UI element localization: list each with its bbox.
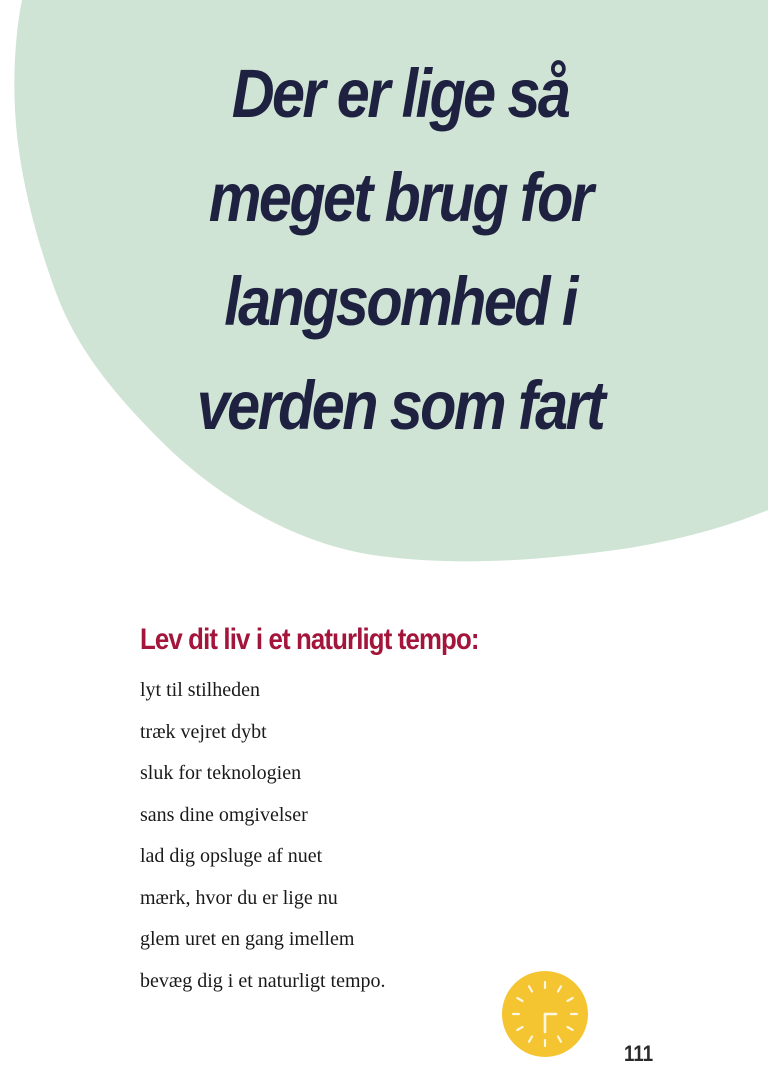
headline [185, 42, 615, 458]
list-item: mærk, hvor du er lige nu [140, 886, 338, 909]
list-item: glem uret en gang imellem [140, 928, 355, 950]
headline-line: meget brug for [208, 159, 592, 236]
headline-line: verden som fart [196, 367, 604, 444]
list-item: lyt til stilheden [140, 679, 260, 701]
section-heading: Lev dit liv i et naturligt tempo: [140, 623, 479, 656]
list-item: sluk for teknologien [140, 762, 302, 784]
list-item: træk vejret dybt [140, 720, 267, 743]
headline-line: Der er lige så [231, 55, 569, 132]
list-item: bevæg dig i et naturligt tempo. [140, 969, 386, 992]
headline-line: langsomhed i [224, 263, 576, 340]
list-item: sans dine omgivelser [140, 803, 308, 826]
clock-icon [501, 970, 589, 1058]
tips-list [140, 670, 386, 1002]
list-item: lad dig opsluge af nuet [140, 845, 323, 867]
page-number: 111 [624, 1041, 654, 1066]
